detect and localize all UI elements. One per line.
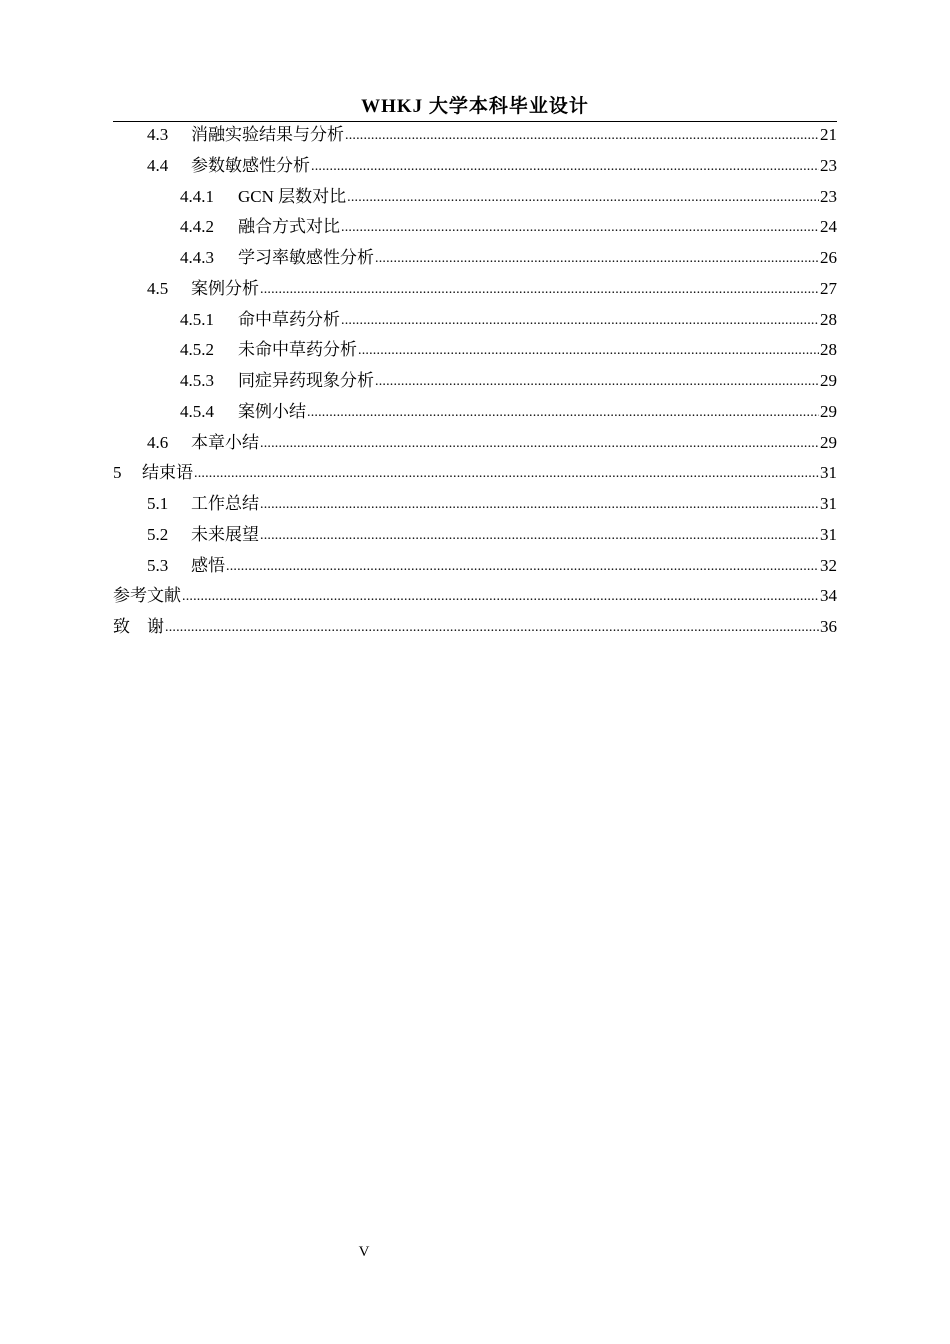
toc-dot-leader [375,242,819,275]
toc-entry-number: 4.5.2 [180,340,214,360]
toc-dot-leader [311,150,819,183]
toc-entry-page: 26 [820,248,837,267]
toc-entry-title: 消融实验结果与分析 [191,125,344,144]
toc-dot-leader [182,580,819,613]
toc-entry-page: 24 [820,217,837,237]
toc-entry[interactable] [113,489,837,520]
toc-entry-number: 5.3 [147,555,169,575]
table-of-contents [113,120,837,643]
toc-entry[interactable] [113,212,837,243]
toc-entry-number: 4.4 [147,155,169,175]
toc-entry-page: 23 [820,155,837,175]
toc-dot-leader [165,611,819,644]
toc-entry[interactable] [113,581,837,612]
toc-entry-page: 28 [820,340,837,360]
toc-entry-title: 致 谢 [113,617,164,636]
toc-dot-leader [194,457,819,490]
toc-entry-number: 4.4.1 [180,186,214,206]
toc-entry-page: 29 [820,371,837,390]
toc-dot-leader [345,119,819,152]
toc-entry[interactable] [113,458,837,489]
page-header [113,92,837,122]
toc-entry-title: GCN 层数对比 [238,186,347,206]
toc-dot-leader [260,427,819,460]
toc-dot-leader [341,304,819,337]
toc-entry-page: 32 [820,555,837,575]
toc-entry[interactable] [113,612,837,643]
toc-entry-number: 4.5.3 [180,371,214,390]
toc-entry-page: 21 [820,125,837,144]
toc-entry-title: 本章小结 [191,432,259,452]
toc-dot-leader [260,488,819,521]
toc-dot-leader [260,273,819,306]
toc-entry[interactable] [113,428,837,459]
toc-dot-leader [347,181,819,214]
toc-entry[interactable] [113,274,837,305]
toc-dot-leader [226,550,819,583]
toc-entry-page: 34 [820,586,837,606]
toc-dot-leader [307,396,819,429]
toc-entry-page: 28 [820,309,837,329]
toc-entry-page: 27 [820,278,837,298]
toc-entry-number: 4.5.1 [180,309,214,329]
toc-entry-title: 参数敏感性分析 [191,155,310,175]
header-title: WHKJ 大学本科毕业设计 [361,96,589,117]
toc-entry[interactable] [113,551,837,582]
toc-entry[interactable] [113,305,837,336]
toc-entry-title: 未来展望 [191,524,259,544]
toc-entry-number: 4.5 [147,278,169,298]
toc-entry-number: 4.3 [147,125,169,144]
toc-entry-page: 31 [820,494,837,513]
toc-entry-page: 36 [820,617,837,636]
toc-entry-number: 5.2 [147,524,169,544]
toc-entry-page: 31 [820,463,837,483]
toc-entry[interactable] [113,182,837,213]
toc-entry[interactable] [113,120,837,151]
toc-entry-title: 参考文献 [113,586,181,606]
toc-entry-title: 未命中草药分析 [238,340,357,360]
toc-entry-title: 案例小结 [238,401,306,421]
toc-entry-number: 5.1 [147,494,169,513]
toc-dot-leader [341,211,819,244]
toc-entry[interactable] [113,151,837,182]
toc-entry-number: 4.5.4 [180,401,214,421]
toc-entry-title: 融合方式对比 [238,217,340,237]
toc-entry-title: 案例分析 [191,278,259,298]
toc-dot-leader [375,365,819,398]
toc-entry-page: 29 [820,432,837,452]
toc-entry-page: 29 [820,401,837,421]
toc-entry-title: 命中草药分析 [238,309,340,329]
toc-entry-title: 学习率敏感性分析 [238,248,374,267]
toc-entry-title: 工作总结 [191,494,259,513]
toc-entry[interactable] [113,335,837,366]
toc-entry-number: 4.4.2 [180,217,214,237]
toc-entry-number: 4.4.3 [180,248,214,267]
toc-entry-title: 同症异药现象分析 [238,371,374,390]
toc-dot-leader [358,334,819,367]
page-number: V [358,1244,370,1260]
toc-entry-number: 4.6 [147,432,169,452]
toc-entry[interactable] [113,397,837,428]
toc-entry-title: 感悟 [191,555,225,575]
toc-entry-title: 结束语 [142,463,193,483]
toc-entry-number: 5 [113,463,122,483]
toc-dot-leader [260,519,819,552]
toc-entry-page: 31 [820,524,837,544]
toc-entry[interactable] [113,520,837,551]
toc-entry[interactable] [113,366,837,397]
toc-entry-page: 23 [820,186,837,206]
toc-entry[interactable] [113,243,837,274]
